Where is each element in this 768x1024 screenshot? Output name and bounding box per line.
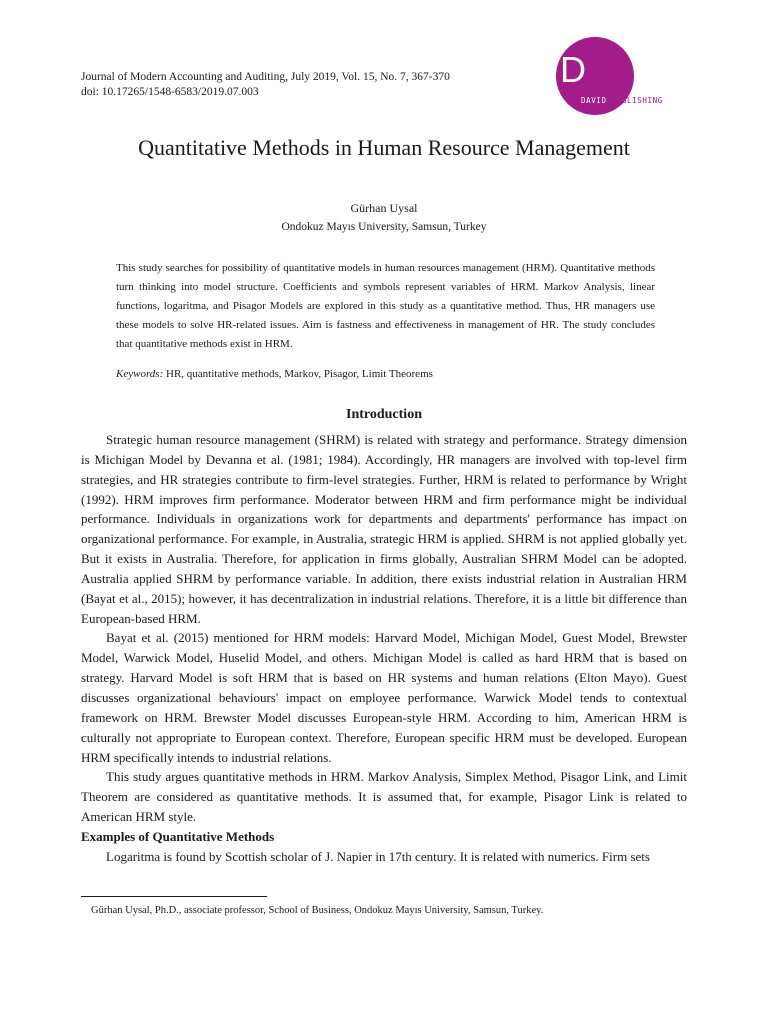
paragraph: This study argues quantitative methods in HRM. Markov Analysis, Simplex Method, Pisagor Link, and Limit Theorem are considered as quantitative methods. It is assumed that, for example, Pisagor Link is related to American HRM style. <box>81 769 687 825</box>
section-heading-introduction: Introduction <box>346 407 422 422</box>
author-name: Gürhan Uysal <box>350 201 418 215</box>
paragraph: Strategic human resource management (SHRM) is related with strategy and performance. Strategy dimension is Michigan Model by Devanna et al. (1981; 1984). Accordingly, HR managers are involved with top-level firm strategies, and HR strategies contribute to firm-level strategies. Further, HRM is related to performance by Wright (1992). HRM improves firm performance. Moderator between HRM and firm performance might be individual performance. Individuals in organizations work for departments and departments' performance has impact on organizational performance. For example, in Australia, strategic HRM is applied. SHRM is not applied globally yet. But it exists in Australia. Therefore, for application in firms globally, Australian SHRM Model can be adopted. Australia applied SHRM by performance variable. In addition, there exists industrial relation in Australian HRM (Bayat et al., 2015); however, it has decentralization in industrial relations. Therefore, it is a little bit difference than European-based HRM. <box>81 432 687 626</box>
footnote-text: Gürhan Uysal, Ph.D., associate professor, School of Business, Ondokuz Mayıs University, Samsun, Turkey. <box>91 905 544 916</box>
journal-citation: Journal of Modern Accounting and Auditing, July 2019, Vol. 15, No. 7, 367-370 <box>81 71 450 83</box>
keywords <box>116 366 655 382</box>
publisher-logo-text <box>581 96 663 106</box>
footnote <box>81 903 687 918</box>
abstract: This study searches for possibility of quantitative models in human resources management (HRM). Quantitative methods turn thinking into model structure. Coefficients and symbols represent variables of HRM. Markov Analysis, linear functions, logaritma, and Pisagor Models are explored in this study as a quantitative method. Thus, HR managers use these models to solve HR-related issues. Aim is fastness and effectiveness in management of HR. The study concludes that quantitative methods exist in HRM. <box>116 262 655 350</box>
footnote-divider <box>81 896 267 897</box>
keywords-label: Keywords: <box>116 368 164 380</box>
paragraph: Bayat et al. (2015) mentioned for HRM models: Harvard Model, Michigan Model, Guest Model, Brewster Model, Warwick Model, Huselid Model, and others. Michigan Model is called as hard HRM that is based on strategy. Harvard Model is soft HRM that is based on HR systems and human relations (Elton Mayo). Guest discusses organizational behaviours' impact on employee performance. Warwick Model tends to contextual framework on HRM. Brewster Model discusses European-style HRM. According to him, American HRM is culturally not appropriate to European context. Therefore, European specific HRM must be developed. European HRM specifically intends to industrial relations. <box>81 630 687 765</box>
publisher-name-part: PUBLISHING <box>606 96 663 105</box>
paper-title: Quantitative Methods in Human Resource Management <box>138 135 630 160</box>
keywords-list: HR, quantitative methods, Markov, Pisagor, Limit Theorems <box>163 368 433 380</box>
body-text <box>81 430 687 867</box>
section-heading-examples: Examples of Quantitative Methods <box>81 828 275 844</box>
journal-header <box>81 70 450 100</box>
publisher-logo-letter: D <box>560 49 586 90</box>
doi: doi: 10.17265/1548-6583/2019.07.003 <box>81 86 259 98</box>
publisher-name-part: DAVID <box>581 96 607 105</box>
paragraph: Logaritma is found by Scottish scholar of J. Napier in 17th century. It is related with numerics. Firm sets <box>106 848 650 864</box>
author-affiliation: Ondokuz Mayıs University, Samsun, Turkey <box>281 221 487 233</box>
